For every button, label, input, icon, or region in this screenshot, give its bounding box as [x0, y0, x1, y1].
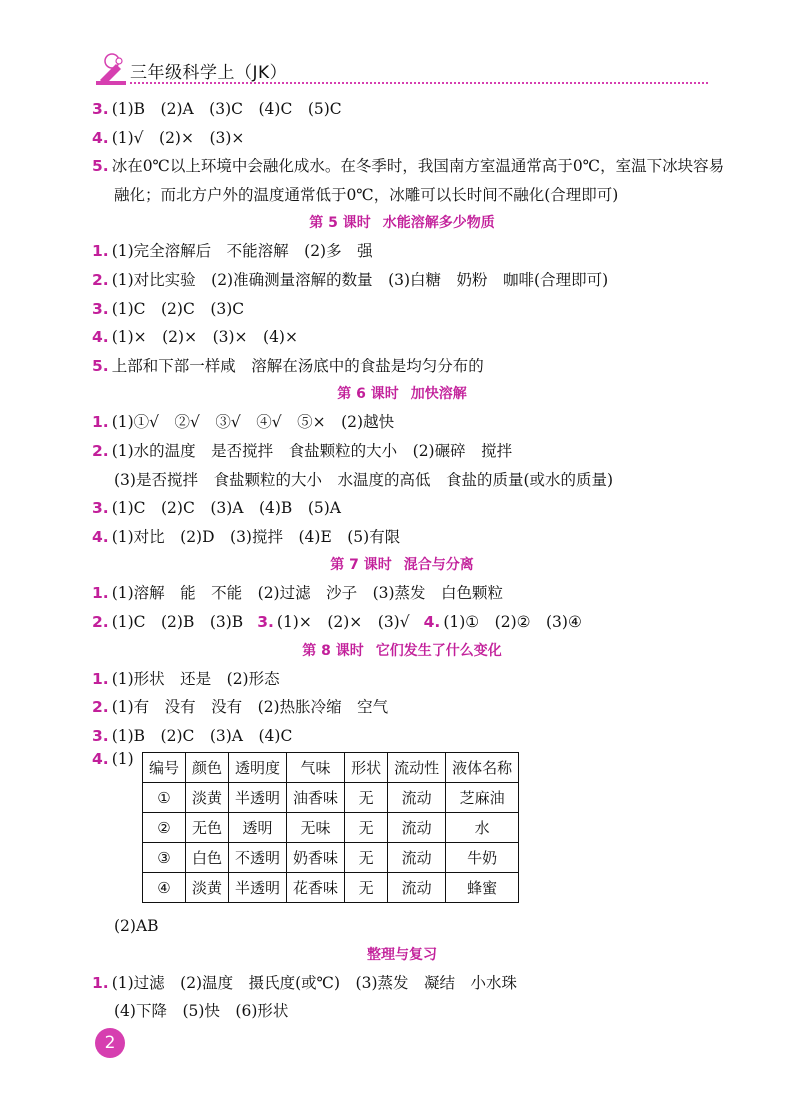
- microscope-logo-icon: [92, 52, 132, 86]
- answer-line: 1. (1)形状 还是 (2)形态: [92, 669, 280, 688]
- section-heading-lesson-5: 第 5 课时 水能溶解多少物质: [309, 215, 495, 232]
- table-row: ③ 白色 不透明 奶香味 无 流动 牛奶: [143, 843, 519, 873]
- answer-line: 3. (1)B (2)A (3)C (4)C (5)C: [92, 100, 342, 118]
- answer-line: 5. 上部和下部一样咸 溶解在汤底中的食盐是均匀分布的: [92, 356, 484, 375]
- table-row: ④ 淡黄 半透明 花香味 无 流动 蜂蜜: [143, 873, 519, 903]
- answer-line: 融化；而北方户外的温度通常低于0℃，冰雕可以长时间不融化(合理即可): [114, 185, 619, 204]
- answer-line: 1. (1)①√ ②√ ③√ ④√ ⑤× (2)越快: [92, 413, 395, 432]
- answer-line: 1. (1)完全溶解后 不能溶解 (2)多 强: [92, 242, 373, 261]
- answer-content: [92, 95, 725, 1026]
- table-header: 颜色: [186, 753, 229, 783]
- answer-line: (3)是否搅拌 食盐颗粒的大小 水温度的高低 食盐的质量(或水的质量): [114, 470, 614, 489]
- section-heading-lesson-7: 第 7 课时 混合与分离: [330, 557, 474, 574]
- answer-line: 1. (1)过滤 (2)温度 摄氏度(或℃) (3)蒸发 凝结 小水珠: [92, 973, 517, 992]
- page-header: [92, 52, 712, 88]
- table-header: 流动性: [388, 753, 446, 783]
- table-row: ① 淡黄 半透明 油香味 无 流动 芝麻油: [143, 783, 519, 813]
- page-number-badge: 2: [95, 1028, 125, 1058]
- answer-line: 2. (1)C (2)B (3)B 3. (1)× (2)× (3)√ 4. (1)① (2)② (3)④: [92, 612, 582, 631]
- answer-line: (2)AB: [114, 917, 159, 936]
- table-header: 编号: [143, 753, 186, 783]
- book-title: 三年级科学上（JK）: [130, 63, 288, 83]
- question-4-table-block: 4. (1) 编号 颜色 透明度 气味 形状 流动性 液体名称 ① 淡黄 半透明 油香味 无 流动 芝麻油 ② 无色 透明 无味 无 流动 水 ③ 白色 不透明 奶香味 无 流动 牛奶 ④ 淡黄 半透明 花香味 无 流动 蜂蜜: [92, 750, 712, 912]
- answer-line: 5. 冰在0℃以上环境中会融化成水。在冬季时，我国南方室温通常高于0℃，室温下冰块容易: [92, 157, 725, 176]
- answer-line: 2. (1)水的温度 是否搅拌 食盐颗粒的大小 (2)碾碎 搅拌: [92, 441, 513, 460]
- table-row: ② 无色 透明 无味 无 流动 水: [143, 813, 519, 843]
- table-header: 气味: [287, 753, 345, 783]
- table-header: 透明度: [229, 753, 287, 783]
- answer-line: 2. (1)对比实验 (2)准确测量溶解的数量 (3)白糖 奶粉 咖啡(合理即可): [92, 270, 609, 289]
- answer-line: 2. (1)有 没有 没有 (2)热胀冷缩 空气: [92, 698, 389, 717]
- header-divider: [130, 82, 708, 84]
- answer-line: 1. (1)溶解 能 不能 (2)过滤 沙子 (3)蒸发 白色颗粒: [92, 584, 504, 603]
- table-header: 液体名称: [446, 753, 519, 783]
- liquid-properties-table: [142, 752, 519, 903]
- answer-line: 4. (1)× (2)× (3)× (4)×: [92, 328, 298, 347]
- answer-line: 4. (1)对比 (2)D (3)搅拌 (4)E (5)有限: [92, 527, 401, 546]
- section-heading-review: 整理与复习: [367, 946, 437, 963]
- answer-line: 3. (1)B (2)C (3)A (4)C: [92, 726, 293, 745]
- table-header: 形状: [345, 753, 388, 783]
- section-heading-lesson-8: 第 8 课时 它们发生了什么变化: [302, 642, 502, 659]
- section-heading-lesson-6: 第 6 课时 加快溶解: [337, 386, 467, 403]
- answer-line: 3. (1)C (2)C (3)A (4)B (5)A: [92, 499, 341, 518]
- table-header-row: [143, 753, 519, 783]
- answer-line: 3. (1)C (2)C (3)C: [92, 299, 245, 318]
- answer-line: 4. (1)√ (2)× (3)×: [92, 128, 245, 147]
- answer-line: (4)下降 (5)快 (6)形状: [114, 1002, 289, 1021]
